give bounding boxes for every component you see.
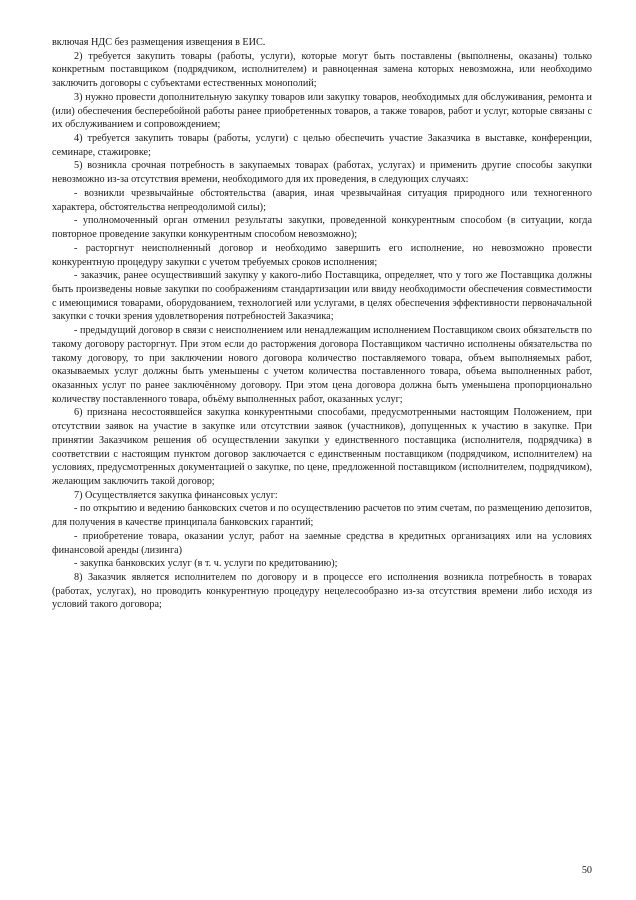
- paragraph: 4) требуется закупить товары (работы, услуги) с целью обеспечить участие Заказчика в выставке, конференции, семинаре, стажировке;: [52, 133, 592, 158]
- paragraph: 2) требуется закупить товары (работы, услуги), которые могут быть поставлены (выполнены, оказаны) только конкретным поставщиком (подрядчиком, исполнителем) и равноценная замена которых невозможна, или необходимо заключить договоры с субъектами естественных монополий;: [52, 50, 592, 90]
- paragraph: 7) Осуществляется закупка финансовых услуг:: [74, 489, 278, 501]
- paragraph: 8) Заказчик является исполнителем по договору и в процессе его исполнения возникла потребность в товарах (работах, услугах), но проводить конкурентную процедуру нецелесообразно из-за отсутствия времени либо исходя из условий такого договора;: [52, 572, 592, 611]
- paragraph: - расторгнут неисполненный договор и необходимо завершить его исполнение, но невозможно провести конкурентную процедуру закупки с учетом требуемых сроков исполнения;: [52, 242, 592, 268]
- paragraph: - по открытию и ведению банковских счетов и по осуществлению расчетов по этим счетам, по размещению депозитов, для получения в качестве принципала банковских гарантий;: [52, 503, 592, 529]
- paragraph: 6) признана несостоявшейся закупка конкурентными способами, предусмотренными настоящим Положением, при отсутствии заявок на участие в закупке или отсутствии заявок (участников), допущенных к участию в закупке. При принятии Заказчиком решения об осуществлении закупки у единственного поставщика (исполнителя, подрядчика) в соответствии с настоящим пунктом договор заключается с единственным поставщиком (подрядчиком, исполнителем) на условиях, предусмотренных документацией о закупке, по цене, предложенной поставщиком (исполнителем, подрядчиком), желающим заключить такой договор;: [52, 407, 592, 487]
- paragraph: 5) возникла срочная потребность в закупаемых товарах (работах, услугах) и применить другие способы закупки невозможно из-за отсутствия времени, необходимого для их проведения, в следующих случаях:: [52, 160, 592, 186]
- page-number: 50: [581, 865, 592, 876]
- paragraph: 3) нужно провести дополнительную закупку товаров или закупку товаров, необходимых для обслуживания, ремонта и (или) обеспечения бесперебойной работы ранее приобретенных товаров, а также товаров, работ и услуг, которые связаны с их обслуживанием и сопровождением;: [52, 91, 592, 131]
- paragraph: - приобретение товара, оказании услуг, работ на заемные средства в кредитных организациях или на условиях финансовой аренды (лизинга): [52, 530, 592, 556]
- paragraph: - заказчик, ранее осуществивший закупку у какого-либо Поставщика, определяет, что у того же Поставщика должны быть произведены новые закупки по соображениям стандартизации или ввиду необходимости обеспечения совместимости с имеющимися товарами, оборудованием, технологией или услугами, в целях обеспечения эффективности первоначальной закупки с точки зрения удовлетворения потребностей Заказчика;: [52, 270, 592, 323]
- paragraph: - возникли чрезвычайные обстоятельства (авария, иная чрезвычайная ситуация природного или техногенного характера, обстоятельства непреодолимой силы);: [52, 187, 592, 213]
- document-body: [52, 36, 592, 612]
- paragraph: - закупка банковских услуг (в т. ч. услуги по кредитованию);: [74, 558, 338, 570]
- paragraph: включая НДС без размещения извещения в ЕИС.: [52, 37, 266, 48]
- paragraph: - предыдущий договор в связи с неисполнением или ненадлежащим исполнением Поставщиком своих обязательств по такому договору расторгнут. При этом если до расторжения договора Поставщиком частично исполнены обязательства по такому договору, то при заключении нового договора количество поставляемого товара, объем выполняемых работ, оказываемых услуг должны быть уменьшены с учетом количества поставленного товара, объема выполненных работ, оказанных услуг по ранее заключённому договору. При этом цена договора должна быть уменьшена пропорционально количеству поставленного товара, объёму выполненных работ, оказанных услуг;: [52, 325, 592, 405]
- paragraph: - уполномоченный орган отменил результаты закупки, проведенной конкурентным способом (в ситуации, когда повторное проведение закупки конкурентным способом невозможно);: [52, 215, 592, 241]
